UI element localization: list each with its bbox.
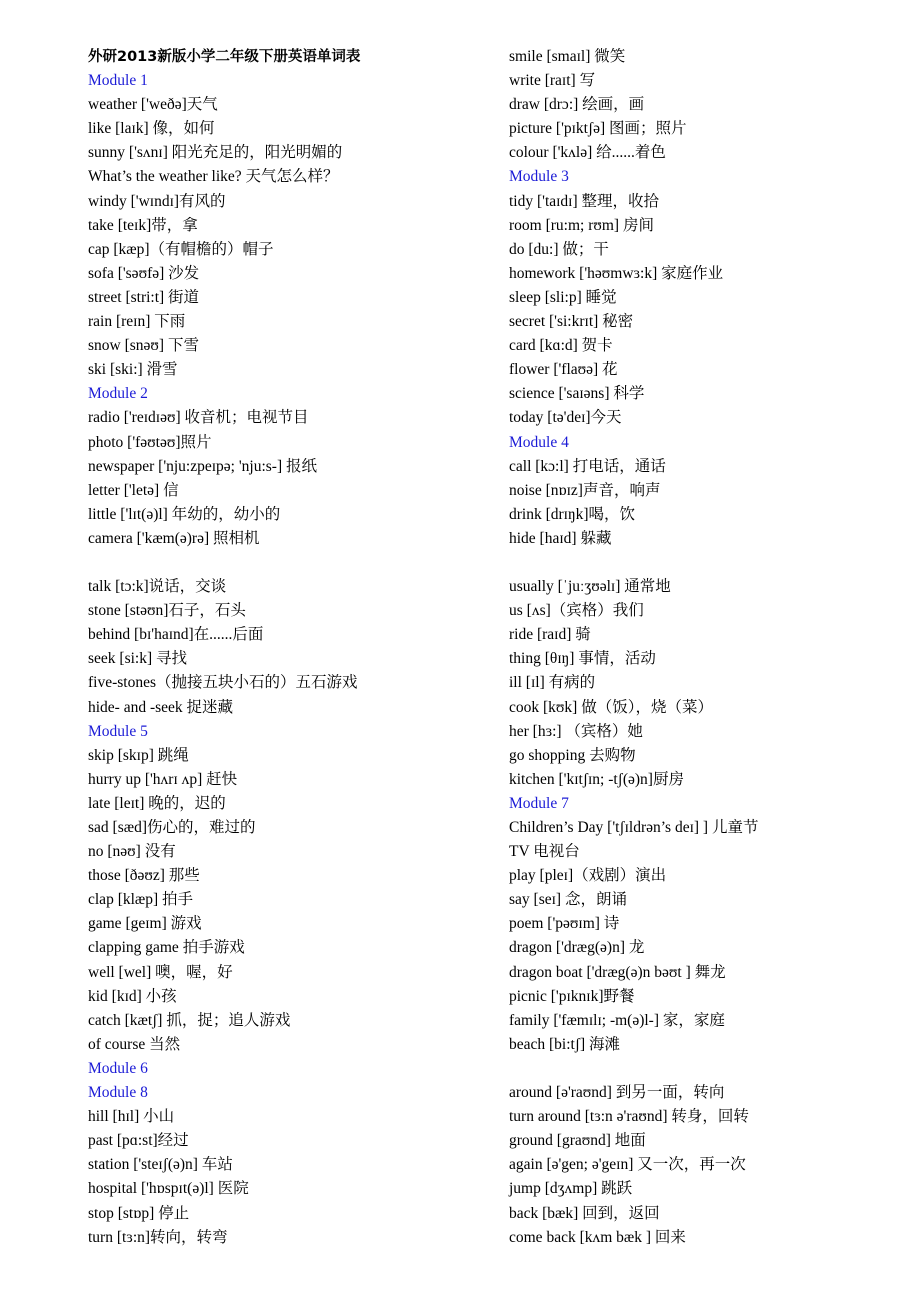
- vocab-entry: room [ru:m; rʊm] 房间: [509, 216, 654, 234]
- vocab-entry: smile [smaɪl] 微笑: [509, 48, 626, 65]
- module-heading: Module 2: [88, 385, 148, 403]
- vocab-entry: ground [graʊnd] 地面: [509, 1132, 646, 1150]
- vocab-entry: kitchen ['kɪtʃɪn; -tʃ(ə)n]厨房: [509, 770, 684, 788]
- vocab-entry: come back [kʌm bæk ] 回来: [509, 1228, 686, 1246]
- vocab-entry: dragon ['dræg(ə)n] 龙: [509, 939, 645, 957]
- vocab-entry: tidy ['taɪdɪ] 整理，收拾: [509, 192, 660, 210]
- vocab-entry: her [hɜ:] （宾格）她: [509, 722, 643, 740]
- vocab-entry: write [raɪt] 写: [509, 72, 596, 90]
- page-title: 外研2013新版小学二年级下册英语单词表: [88, 49, 361, 65]
- vocab-entry: family ['fæmɪlɪ; -m(ə)l-] 家，家庭: [509, 1011, 725, 1029]
- vocab-entry: drink [drɪŋk]喝，饮: [509, 505, 636, 523]
- vocab-entry: Children’s Day ['tʃɪldrən’s deɪ] ] 儿童节: [509, 819, 759, 836]
- vocab-entry: beach [bi:tʃ] 海滩: [509, 1035, 621, 1053]
- vocab-entry: science ['saɪəns] 科学: [509, 385, 645, 403]
- vocab-entry: card [kɑ:d] 贺卡: [509, 337, 613, 355]
- vocab-entry: picture ['pɪktʃə] 图画；照片: [509, 120, 687, 138]
- vocab-entry: like [laɪk] 像，如何: [88, 120, 215, 138]
- vocab-entry: cap [kæp]（有帽檐的）帽子: [88, 240, 274, 258]
- vocab-entry: snow [snəʊ] 下雪: [88, 337, 199, 355]
- vocab-entry: ride [raɪd] 骑: [509, 626, 591, 644]
- vocab-entry: today [tə'deɪ]今天: [509, 409, 622, 427]
- vocab-entry: letter ['letə] 信: [88, 481, 179, 499]
- vocab-entry: play [pleɪ]（戏剧）演出: [509, 867, 667, 885]
- vocab-entry: again [ə'gen; ə'geɪn] 又一次，再一次: [509, 1156, 746, 1174]
- vocab-entry: five-stones（抛接五块小石的）五石游戏: [88, 674, 358, 692]
- vocab-entry: weather ['weðə]天气: [88, 96, 218, 114]
- vocab-entry: camera ['kæm(ə)rə] 照相机: [88, 529, 260, 547]
- vocab-entry: kid [kɪd] 小孩: [88, 987, 177, 1005]
- vocab-entry: call [kɔ:l] 打电话，通话: [509, 457, 666, 475]
- vocab-entry: those [ðəʊz] 那些: [88, 867, 200, 885]
- vocab-entry: stop [stɒp] 停止: [88, 1204, 190, 1222]
- vocab-entry: homework ['həʊmwɜ:k] 家庭作业: [509, 264, 724, 282]
- vocab-entry: thing [θɪŋ] 事情，活动: [509, 650, 656, 668]
- vocab-entry: photo ['fəʊtəʊ]照片: [88, 433, 212, 451]
- vocab-entry: game [geɪm] 游戏: [88, 915, 202, 933]
- vocab-entry: of course 当然: [88, 1035, 181, 1053]
- vocab-entry: windy ['wɪndɪ]有风的: [88, 192, 226, 210]
- module-heading: Module 8: [88, 1084, 148, 1102]
- vocab-entry: draw [drɔ:] 绘画，画: [509, 96, 645, 114]
- vocab-entry: turn around [tɜ:n ə'raʊnd] 转身，回转: [509, 1108, 749, 1126]
- vocab-entry: little ['lɪt(ə)l] 年幼的，幼小的: [88, 505, 281, 523]
- module-heading: Module 6: [88, 1059, 148, 1077]
- vocab-entry: station ['steɪʃ(ə)n] 车站: [88, 1156, 233, 1174]
- module-heading: Module 3: [509, 168, 569, 186]
- vocab-entry: poem ['pəʊɪm] 诗: [509, 915, 620, 933]
- vocab-entry: picnic ['pɪknɪk]野餐: [509, 987, 635, 1005]
- blank-line: [88, 551, 488, 575]
- vocab-entry: sofa ['səʊfə] 沙发: [88, 264, 200, 282]
- vocab-entry: hurry up ['hʌrɪ ʌp] 赶快: [88, 770, 238, 788]
- vocab-entry: hill [hɪl] 小山: [88, 1108, 175, 1126]
- vocab-entry: ski [ski:] 滑雪: [88, 361, 178, 379]
- vocab-entry: cook [kʊk] 做（饭），烧（菜）: [509, 698, 713, 716]
- vocab-entry: ill [ɪl] 有病的: [509, 674, 596, 692]
- vocab-entry: flower ['flaʊə] 花: [509, 361, 618, 379]
- vocab-entry: clapping game 拍手游戏: [88, 939, 245, 957]
- module-heading: Module 5: [88, 722, 148, 740]
- right-column: [509, 45, 909, 1250]
- vocab-entry: noise [nɒɪz]声音，响声: [509, 481, 661, 499]
- vocab-entry: say [seɪ] 念，朗诵: [509, 891, 627, 909]
- vocab-entry: rain [reɪn] 下雨: [88, 313, 186, 331]
- vocab-entry: late [leɪt] 晚的，迟的: [88, 794, 226, 812]
- module-heading: Module 1: [88, 72, 148, 90]
- vocab-entry: us [ʌs]（宾格）我们: [509, 602, 644, 620]
- vocab-entry: sad [sæd]伤心的，难过的: [88, 819, 256, 836]
- blank-line: [509, 551, 909, 575]
- vocab-entry: around [ə'raʊnd] 到另一面，转向: [509, 1084, 725, 1102]
- vocab-entry: usually [ˈjuːʒʊəlɪ] 通常地: [509, 578, 671, 596]
- vocab-entry: jump [dʒʌmp] 跳跃: [509, 1180, 633, 1198]
- vocab-entry: radio ['reɪdɪəʊ] 收音机；电视节目: [88, 409, 309, 427]
- vocab-entry: street [stri:t] 街道: [88, 288, 200, 306]
- module-heading: Module 7: [509, 794, 569, 812]
- blank-line: [509, 1057, 909, 1081]
- vocab-entry: What’s the weather like? 天气怎么样？: [88, 168, 339, 186]
- vocab-entry: seek [si:k] 寻找: [88, 650, 188, 668]
- vocab-entry: sleep [sli:p] 睡觉: [509, 288, 617, 306]
- vocab-entry: newspaper ['nju:zpeɪpə; 'nju:s-] 报纸: [88, 457, 317, 475]
- vocab-entry: go shopping 去购物: [509, 746, 636, 764]
- vocab-entry: TV 电视台: [509, 843, 580, 861]
- vocab-entry: no [nəʊ] 没有: [88, 843, 176, 861]
- vocab-entry: catch [kætʃ] 抓，捉；追人游戏: [88, 1011, 291, 1029]
- vocab-entry: sunny ['sʌnɪ] 阳光充足的，阳光明媚的: [88, 144, 343, 162]
- module-heading: Module 4: [509, 433, 569, 451]
- vocab-entry: back [bæk] 回到，返回: [509, 1204, 660, 1222]
- vocab-entry: secret ['si:krɪt] 秘密: [509, 313, 634, 331]
- vocab-entry: dragon boat ['dræg(ə)n bəʊt ] 舞龙: [509, 963, 726, 981]
- vocab-entry: stone [stəʊn]石子，石头: [88, 602, 246, 620]
- vocab-entry: well [wel] 噢，喔，好: [88, 963, 233, 981]
- vocab-entry: clap [klæp] 拍手: [88, 891, 194, 909]
- vocab-entry: do [du:] 做；干: [509, 240, 609, 258]
- left-column: [88, 45, 488, 1250]
- vocab-entry: skip [skɪp] 跳绳: [88, 746, 189, 764]
- vocab-entry: hide- and -seek 捉迷藏: [88, 698, 234, 716]
- vocab-entry: behind [bɪ'haɪnd]在......后面: [88, 626, 264, 644]
- vocab-entry: past [pɑ:st]经过: [88, 1132, 189, 1150]
- vocab-entry: hide [haɪd] 躲藏: [509, 529, 612, 547]
- vocab-entry: hospital ['hɒspɪt(ə)l] 医院: [88, 1180, 249, 1198]
- vocab-entry: colour ['kʌlə] 给......着色: [509, 144, 666, 162]
- vocab-entry: turn [tɜ:n]转向，转弯: [88, 1228, 228, 1246]
- vocab-entry: talk [tɔ:k]说话，交谈: [88, 578, 227, 596]
- vocab-entry: take [teɪk]带，拿: [88, 216, 198, 234]
